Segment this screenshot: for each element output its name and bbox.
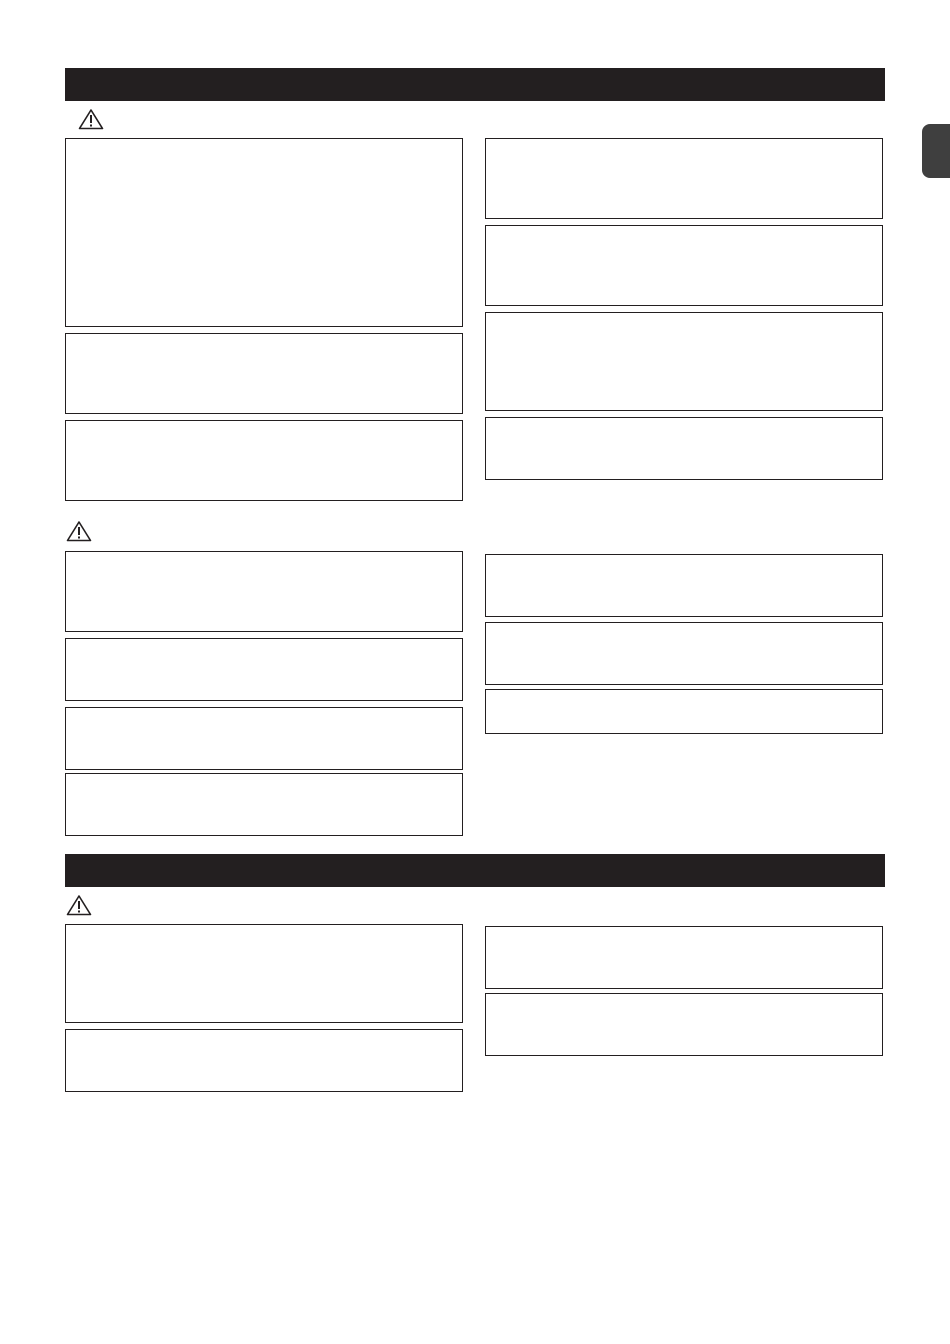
warning-box (65, 138, 463, 327)
warning-box (65, 924, 463, 1023)
caution-box (485, 689, 883, 734)
side-tab (922, 124, 950, 178)
section-header-bar-1 (65, 68, 885, 101)
warning-box (485, 312, 883, 411)
warning-triangle-icon (66, 520, 92, 542)
caution-box (485, 554, 883, 617)
caution-box (65, 638, 463, 701)
warning-box (485, 926, 883, 989)
caution-box (65, 551, 463, 632)
warning-box (65, 1029, 463, 1092)
warning-box (65, 333, 463, 414)
caution-box (485, 622, 883, 685)
warning-box (485, 993, 883, 1056)
warning-box (485, 225, 883, 306)
section-header-bar-2 (65, 854, 885, 887)
warning-triangle-icon (66, 894, 92, 916)
warning-box (485, 417, 883, 480)
warning-box (485, 138, 883, 219)
caution-box (65, 773, 463, 836)
warning-triangle-icon (78, 108, 104, 130)
warning-box (65, 420, 463, 501)
caution-box (65, 707, 463, 770)
